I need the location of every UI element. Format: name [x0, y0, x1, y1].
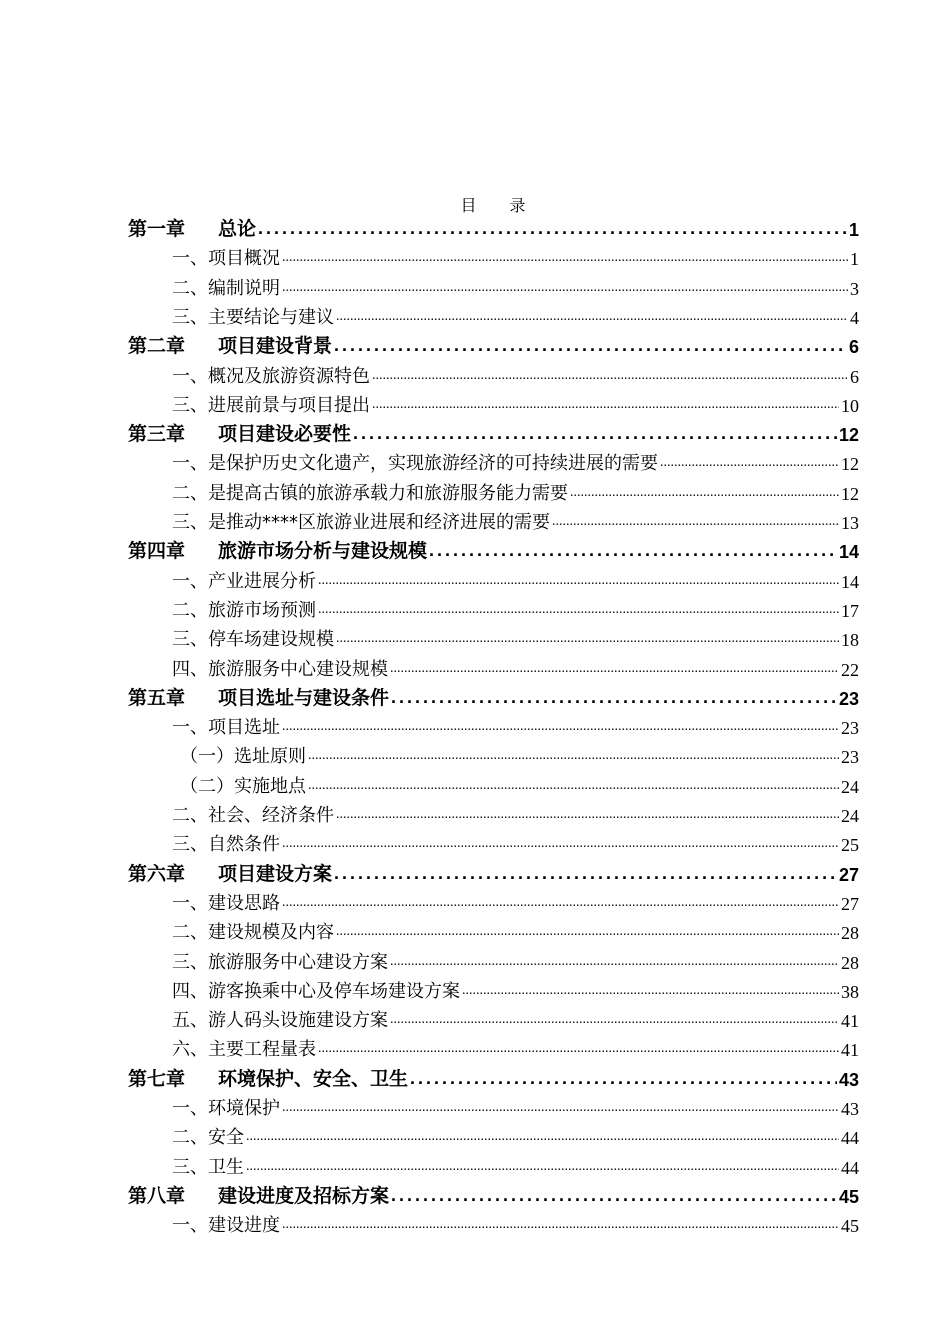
toc-entry-label: 一、是保护历史文化遗产，实现旅游经济的可持续进展的需要 — [172, 453, 658, 475]
toc-dot-leader — [390, 1010, 839, 1032]
toc-chapter-number: 第二章 — [128, 335, 186, 358]
toc-page-number: 14 — [841, 571, 859, 592]
toc-page-number: 43 — [838, 1069, 859, 1090]
toc-page-number: 44 — [841, 1128, 859, 1149]
toc-entry-label: 环境保护、安全、卫生 — [218, 1067, 409, 1090]
toc-section-entry[interactable] — [172, 1150, 859, 1179]
toc-chapter-number: 第六章 — [128, 862, 186, 885]
toc-dot-leader — [570, 483, 839, 505]
toc-dot-leader — [336, 629, 839, 651]
toc-entry-label: 建设进度及招标方案 — [218, 1184, 390, 1207]
toc-section-entry[interactable] — [172, 710, 859, 739]
toc-chapter-number: 第七章 — [128, 1067, 186, 1090]
toc-entry-label: 一、建设进度 — [172, 1215, 280, 1237]
toc-dot-leader — [258, 219, 847, 241]
toc-page-number: 27 — [841, 893, 859, 914]
toc-entry-label: 四、旅游服务中心建设规模 — [172, 658, 388, 680]
toc-entry-label: 旅游市场分析与建设规模 — [218, 540, 428, 563]
toc-entry-label: 五、游人码头设施建设方案 — [172, 1010, 388, 1032]
toc-section-entry[interactable] — [180, 769, 859, 798]
toc-entry-label: 二、社会、经济条件 — [172, 805, 334, 826]
toc-dot-leader — [390, 659, 839, 681]
toc-entry-label: 三、主要结论与建议 — [172, 306, 334, 328]
toc-dot-leader — [282, 1215, 839, 1237]
toc-section-entry[interactable] — [172, 446, 859, 475]
toc-page-number: 28 — [841, 952, 859, 973]
toc-page-number: 38 — [841, 981, 859, 1002]
toc-entry-label: 二、建设规模及内容 — [172, 922, 334, 944]
toc-entry-label: 三、自然条件 — [172, 834, 280, 856]
toc-dot-leader — [282, 717, 839, 739]
toc-chapter-number: 第一章 — [128, 218, 186, 240]
toc-page-number: 1 — [850, 249, 859, 270]
toc-entry-label: 一、概况及旅游资源特色 — [172, 365, 370, 387]
toc-chapter-number: 第四章 — [128, 540, 186, 563]
toc-section-entry[interactable] — [172, 827, 859, 856]
toc-page-number: 12 — [841, 454, 859, 475]
toc-dot-leader — [246, 1157, 839, 1179]
toc-entry-label: 一、产业进展分析 — [172, 570, 316, 592]
toc-dot-leader — [391, 1186, 837, 1208]
toc-page-number: 25 — [841, 835, 859, 856]
toc-page-number: 3 — [850, 278, 859, 299]
toc-dot-leader — [308, 776, 839, 798]
toc-dot-leader — [318, 600, 839, 622]
toc-entry-label: 一、项目选址 — [172, 717, 280, 739]
toc-chapter-number: 第三章 — [128, 423, 186, 446]
toc-section-entry[interactable] — [172, 886, 859, 915]
toc-entry-label: 二、编制说明 — [172, 277, 280, 299]
toc-page-number: 23 — [841, 747, 859, 768]
toc-dot-leader — [462, 981, 839, 1003]
toc-entry-label: 三、卫生 — [172, 1156, 244, 1178]
toc-page-number: 28 — [841, 923, 859, 944]
toc-dot-leader — [660, 453, 839, 475]
toc-entry-label: 总论 — [218, 218, 257, 240]
toc-entry-label: 三、进展前景与项目提出 — [172, 394, 370, 416]
toc-dot-leader — [336, 307, 848, 329]
toc-entry-label: 项目建设必要性 — [218, 423, 352, 446]
toc-page-number: 45 — [841, 1216, 859, 1237]
toc-dot-leader — [308, 746, 839, 768]
toc-section-entry[interactable] — [172, 1003, 859, 1032]
toc-section-entry[interactable] — [172, 300, 859, 329]
toc-entry-label: 项目建设方案 — [218, 862, 333, 885]
toc-dot-leader — [282, 893, 839, 915]
toc-entry-label: 二、旅游市场预测 — [172, 599, 316, 621]
toc-section-entry[interactable] — [172, 945, 859, 974]
toc-chapter-number: 第五章 — [128, 686, 186, 709]
toc-section-entry[interactable] — [172, 388, 859, 417]
toc-entry-label: （二）实施地点 — [180, 775, 306, 797]
toc-entry-label: 四、游客换乘中心及停车场建设方案 — [172, 980, 460, 1002]
toc-entry-label: 二、是提高古镇的旅游承载力和旅游服务能力需要 — [172, 482, 568, 504]
toc-dot-leader — [336, 805, 839, 827]
toc-dot-leader — [372, 366, 848, 388]
toc-section-entry[interactable] — [172, 505, 859, 534]
toc-dot-leader — [390, 952, 839, 974]
toc-entry-label: （一）选址原则 — [180, 746, 306, 768]
toc-chapter-entry[interactable] — [128, 857, 859, 886]
toc-section-entry[interactable] — [180, 739, 859, 768]
toc-chapter-number: 第八章 — [128, 1184, 186, 1207]
toc-section-entry[interactable] — [172, 359, 859, 388]
toc-section-entry[interactable] — [172, 241, 859, 270]
toc-page-number: 43 — [841, 1099, 859, 1119]
toc-entry-label: 一、建设思路 — [172, 892, 280, 914]
toc-dot-leader — [353, 424, 837, 446]
toc-page-number: 24 — [841, 776, 859, 797]
toc-page-number: 17 — [841, 600, 859, 621]
toc-title: 目 录 — [460, 196, 540, 215]
toc-page-number: 27 — [838, 864, 859, 885]
toc-dot-leader — [318, 1039, 839, 1061]
toc-page-number: 6 — [850, 366, 859, 387]
toc-page-number: 22 — [841, 659, 859, 680]
toc-page-number: 41 — [841, 1011, 859, 1032]
toc-dot-leader — [246, 1127, 839, 1149]
toc-chapter-entry[interactable] — [128, 212, 859, 241]
toc-section-entry[interactable] — [172, 564, 859, 593]
toc-page-number: 23 — [838, 688, 859, 709]
toc-section-entry[interactable] — [172, 1120, 859, 1149]
toc-page-number: 45 — [838, 1186, 859, 1207]
toc-entry-label: 一、环境保护 — [172, 1098, 280, 1119]
toc-page-number: 10 — [841, 395, 859, 416]
toc-dot-leader — [282, 1098, 839, 1120]
toc-chapter-entry[interactable] — [128, 1062, 859, 1091]
toc-entry-label: 一、项目概况 — [172, 248, 280, 270]
toc-section-entry[interactable] — [172, 974, 859, 1003]
toc-entry-label: 三、是推动****区旅游业进展和经济进展的需要 — [172, 512, 550, 533]
toc-section-entry[interactable] — [172, 1091, 859, 1120]
toc-section-entry[interactable] — [172, 652, 859, 681]
toc-page-number: 1 — [848, 220, 859, 240]
toc-page-number: 41 — [841, 1040, 859, 1061]
toc-dot-leader — [334, 864, 837, 886]
toc-section-entry[interactable] — [172, 622, 859, 651]
toc-chapter-entry[interactable] — [128, 417, 859, 446]
toc-dot-leader — [282, 248, 848, 270]
toc-section-entry[interactable] — [172, 476, 859, 505]
toc-section-entry[interactable] — [172, 798, 859, 827]
toc-dot-leader — [318, 571, 839, 593]
toc-dot-leader — [282, 834, 839, 856]
toc-section-entry[interactable] — [172, 915, 859, 944]
toc-page-number: 12 — [838, 425, 859, 446]
toc-page-number: 12 — [841, 483, 859, 504]
toc-page-number: 14 — [838, 542, 859, 563]
toc-page-number: 24 — [841, 806, 859, 826]
toc-page-number: 6 — [848, 337, 859, 358]
toc-entry-label: 三、旅游服务中心建设方案 — [172, 951, 388, 973]
toc-entry-label: 二、安全 — [172, 1127, 244, 1149]
toc-chapter-entry[interactable] — [128, 329, 859, 358]
toc-chapter-entry[interactable] — [128, 681, 859, 710]
toc-dot-leader — [552, 512, 839, 534]
toc-chapter-entry[interactable] — [128, 1179, 859, 1208]
toc-page-number: 13 — [841, 513, 859, 533]
toc-page-number: 44 — [841, 1157, 859, 1178]
toc-page-number: 4 — [850, 307, 859, 328]
toc-section-entry[interactable] — [172, 593, 859, 622]
toc-chapter-entry[interactable] — [128, 534, 859, 563]
toc-dot-leader — [334, 336, 847, 358]
toc-dot-leader — [391, 688, 837, 710]
toc-section-entry[interactable] — [172, 1208, 859, 1237]
toc-page-number: 18 — [841, 630, 859, 651]
toc-dot-leader — [410, 1069, 837, 1091]
toc-page-number: 23 — [841, 718, 859, 739]
toc-dot-leader — [372, 395, 839, 417]
toc-entry-label: 项目选址与建设条件 — [218, 686, 390, 709]
toc-entry-label: 项目建设背景 — [218, 335, 333, 358]
toc-dot-leader — [282, 278, 848, 300]
toc-dot-leader — [336, 922, 839, 944]
toc-section-entry[interactable] — [172, 1032, 859, 1061]
toc-section-entry[interactable] — [172, 271, 859, 300]
toc-entry-label: 三、停车场建设规模 — [172, 629, 334, 651]
toc-entry-label: 六、主要工程量表 — [172, 1039, 316, 1061]
toc-dot-leader — [429, 541, 837, 563]
